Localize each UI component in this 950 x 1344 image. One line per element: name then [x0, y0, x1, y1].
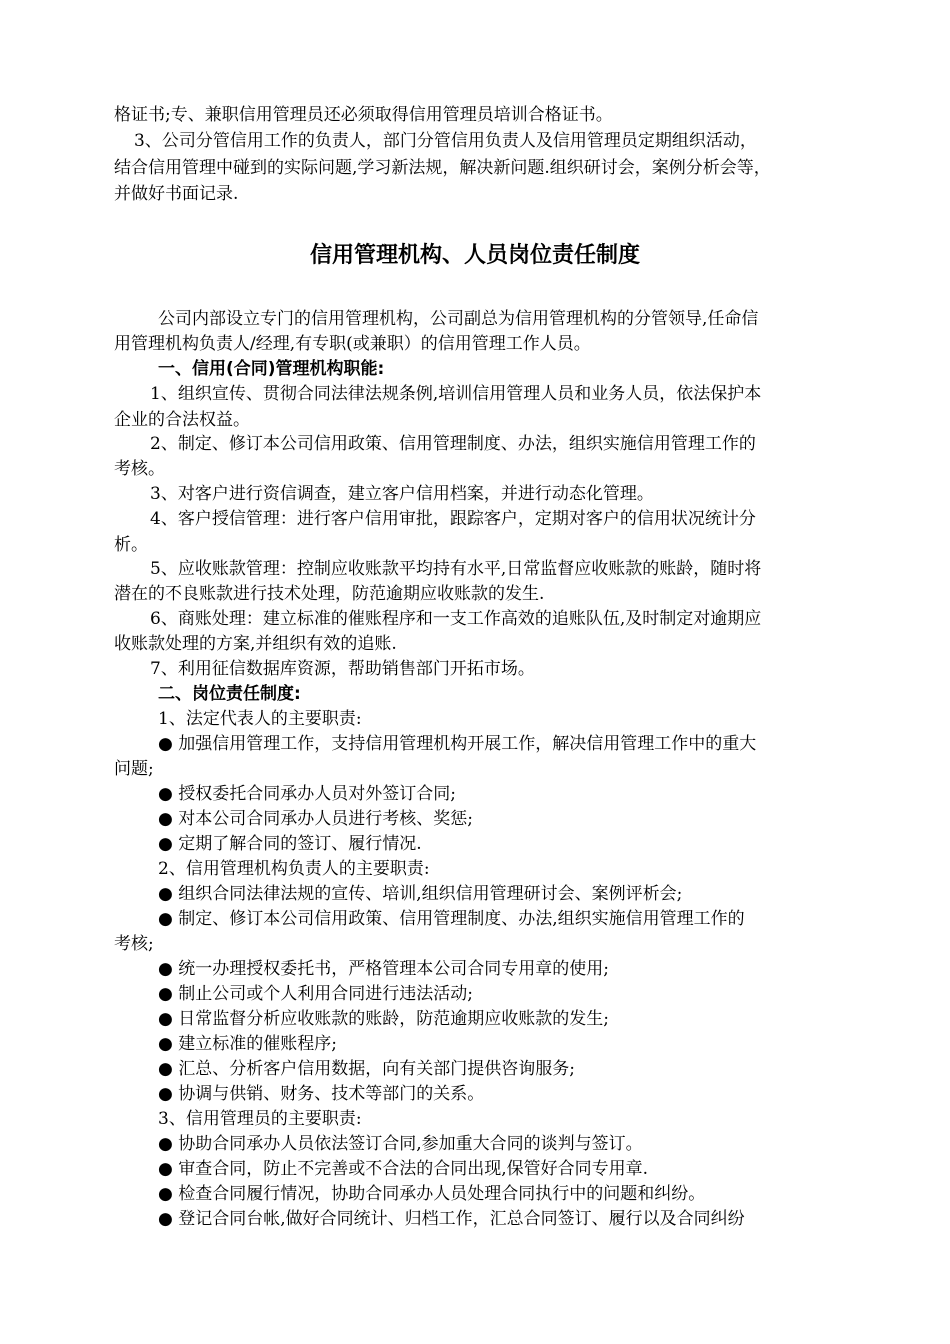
document-title: 信用管理机构、人员岗位责任制度	[309, 243, 640, 268]
list-item: 2、制定、修订本公司信用政策、信用管理制度、办法，组织实施信用管理工作的	[150, 434, 756, 454]
paragraph-line: 格证书;专、兼职信用管理员还必须取得信用管理员培训合格证书。	[114, 105, 613, 125]
bullet-item: ● 加强信用管理工作，支持信用管理机构开展工作，解决信用管理工作中的重大	[158, 734, 757, 754]
subsection-heading: 3、信用管理员的主要职责:	[158, 1109, 362, 1129]
bullet-item: ● 统一办理授权委托书，严格管理本公司合同专用章的使用;	[158, 959, 609, 979]
list-item: 6、商账处理：建立标准的催账程序和一支工作高效的追账队伍,及时制定对逾期应	[150, 609, 762, 629]
section-heading: 二、岗位责任制度:	[158, 684, 301, 704]
list-item: 5、应收账款管理：控制应收账款平均持有水平,日常监督应收账款的账龄，随时将	[150, 559, 762, 579]
list-item: 析。	[114, 535, 148, 555]
bullet-item: ● 组织合同法律法规的宣传、培训,组织信用管理研讨会、案例评析会;	[158, 884, 683, 904]
list-item: 收账款处理的方案,并组织有效的追账.	[114, 634, 397, 654]
list-item: 潜在的不良账款进行技术处理，防范逾期应收账款的发生.	[114, 584, 545, 604]
list-item: 4、客户授信管理：进行客户信用审批，跟踪客户，定期对客户的信用状况统计分	[150, 509, 756, 529]
bullet-item: ● 授权委托合同承办人员对外签订合同;	[158, 784, 456, 804]
list-item: 企业的合法权益。	[114, 410, 250, 430]
bullet-item: 问题;	[114, 759, 154, 779]
bullet-item: ● 制止公司或个人利用合同进行违法活动;	[158, 984, 473, 1004]
subsection-heading: 1、法定代表人的主要职责:	[158, 709, 362, 729]
bullet-item: ● 对本公司合同承办人员进行考核、奖惩;	[158, 809, 473, 829]
list-item: 7、利用征信数据库资源，帮助销售部门开拓市场。	[150, 659, 535, 679]
bullet-item: ● 汇总、分析客户信用数据，向有关部门提供咨询服务;	[158, 1059, 575, 1079]
bullet-item: 考核;	[114, 934, 154, 954]
list-item: 3、对客户进行资信调查，建立客户信用档案，并进行动态化管理。	[150, 484, 654, 504]
list-item: 1、组织宣传、贯彻合同法律法规条例,培训信用管理人员和业务人员，依法保护本	[150, 384, 762, 404]
intro-line: 用管理机构负责人/经理,有专职(或兼职）的信用管理工作人员。	[114, 334, 591, 354]
paragraph-line: 并做好书面记录.	[114, 184, 239, 204]
bullet-item: ● 协助合同承办人员依法签订合同,参加重大合同的谈判与签订。	[158, 1134, 643, 1154]
section-heading: 一、信用(合同)管理机构职能:	[158, 359, 385, 379]
list-item: 考核。	[114, 459, 165, 479]
bullet-item: ● 审查合同，防止不完善或不合法的合同出现,保管好合同专用章.	[158, 1159, 649, 1179]
bullet-item: ● 检查合同履行情况，协助合同承办人员处理合同执行中的问题和纠纷。	[158, 1184, 706, 1204]
intro-line: 公司内部设立专门的信用管理机构，公司副总为信用管理机构的分管领导,任命信	[158, 309, 759, 329]
paragraph-line: 结合信用管理中碰到的实际问题,学习新法规，解决新问题.组织研讨会，案例分析会等，	[114, 158, 771, 178]
paragraph-line: 3、公司分管信用工作的负责人，部门分管信用负责人及信用管理员定期组织活动，	[134, 131, 757, 151]
bullet-item: ● 定期了解合同的签订、履行情况.	[158, 834, 422, 854]
bullet-item: ● 日常监督分析应收账款的账龄，防范逾期应收账款的发生;	[158, 1009, 609, 1029]
bullet-item: ● 协调与供销、财务、技术等部门的关系。	[158, 1084, 485, 1104]
subsection-heading: 2、信用管理机构负责人的主要职责:	[158, 859, 430, 879]
bullet-item: ● 制定、修订本公司信用政策、信用管理制度、办法,组织实施信用管理工作的	[158, 909, 745, 929]
bullet-item: ● 登记合同台帐,做好合同统计、归档工作，汇总合同签订、履行以及合同纠纷	[158, 1209, 745, 1229]
bullet-item: ● 建立标准的催账程序;	[158, 1034, 337, 1054]
